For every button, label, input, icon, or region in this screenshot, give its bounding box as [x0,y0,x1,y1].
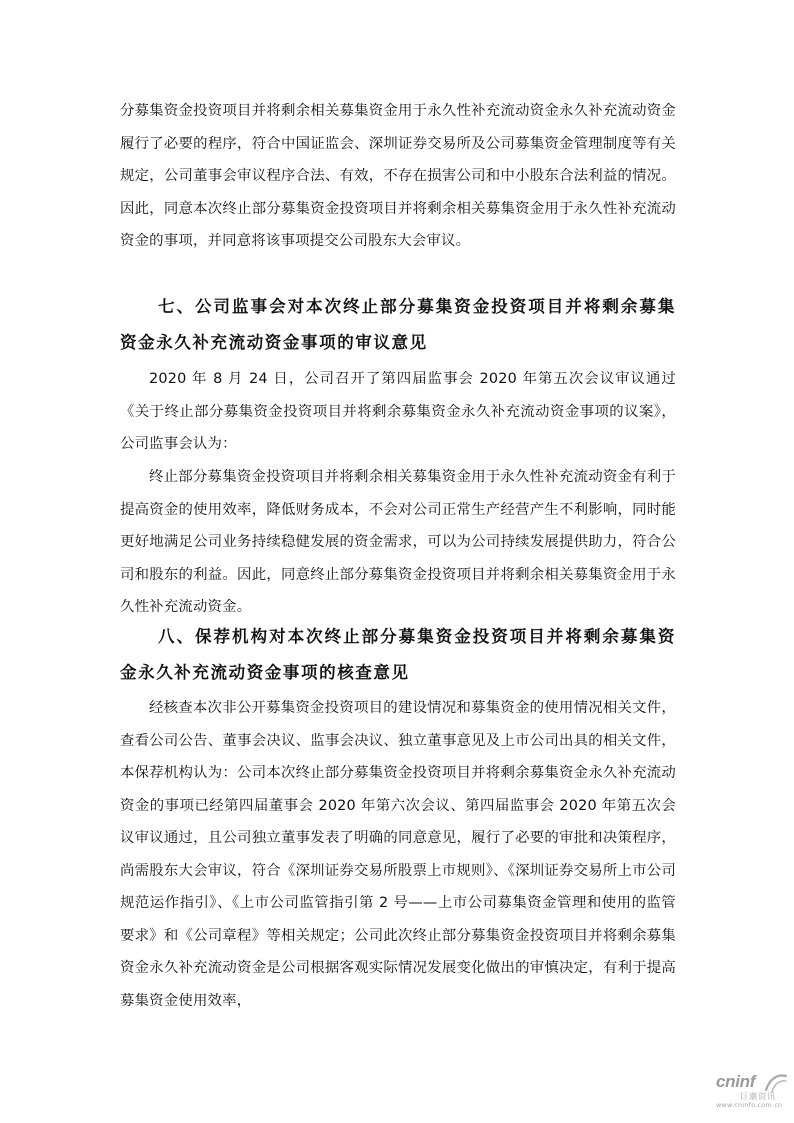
cninf-url: www.cninfo.com.cn [716,1101,783,1109]
paragraph-supervisory-opinion: 终止部分募集资金投资项目并将剩余相关募集资金用于永久性补充流动资金有利于提高资金的使用效率，降低财务成本，不会对公司正常生产经营产生不利影响，同时能更好地满足公司业务持续稳健发展的资金需求，可以为公司持续发展提供助力，符合公司和股东的利益。因此，同意终止部分募集资金投资项目并将剩余相关募集资金用于永久性补充流动资金。 [120,469,676,615]
cninf-brand-cn: 巨潮资讯 [740,1092,776,1101]
paragraph-sponsor-opinion: 经核查本次非公开募集资金投资项目的建设情况和募集资金的使用情况相关文件，查看公司公告、董事会决议、监事会决议、独立董事意见及上市公司出具的相关文件，本保荐机构认为：公司本次终止部分募集资金投资项目并将剩余募集资金永久补充流动资金的事项已经第四届董事会 2020 年第六次会议、第四届监事会 2020 年第五次会议审议通过，且公司独立董事发表了明确的同意意见，履行了必要的审批和决策程序，尚需股东大会审议，符合《深圳证券交易所股票上市规则》、《深圳证券交易所上市公司规范运作指引》、《上市公司监管指引第 2 号——上市公司募集资金管理和使用的监管要求》和《公司章程》等相关规定；公司此次终止部分募集资金投资项目并将剩余募集资金永久补充流动资金是公司根据客观实际情况发展变化做出的审慎决定，有利于提高募集资金使用效率， [120,700,676,1009]
paragraph-continuation: 分募集资金投资项目并将剩余相关募集资金用于永久性补充流动资金永久补充流动资金履行了必要的程序，符合中国证监会、深圳证券交易所及公司募集资金管理制度等有关规定，公司董事会审议程序合法、有效，不存在损害公司和中小股东合法利益的情况。因此，同意本次终止部分募集资金投资项目并将剩余相关募集资金用于永久性补充流动资金的事项，并同意将该事项提交公司股东大会审议。 [120,103,676,249]
cninf-brand-text: cninf [716,1072,756,1091]
paragraph-meeting-date: 2020 年 8 月 24 日，公司召开了第四届监事会 2020 年第五次会议审议通过《关于终止部分募集资金投资项目并将剩余募集资金永久补充流动资金事项的议案》，公司监事会认为： [120,371,676,452]
section-heading-8: 八、保荐机构对本次终止部分募集资金投资项目并将剩余募集资金永久补充流动资金事项的核查意见 [120,627,676,682]
cninf-watermark [716,1072,788,1112]
section-heading-7: 七、公司监事会对本次终止部分募集资金投资项目并将剩余募集资金永久补充流动资金事项的审议意见 [120,297,676,352]
